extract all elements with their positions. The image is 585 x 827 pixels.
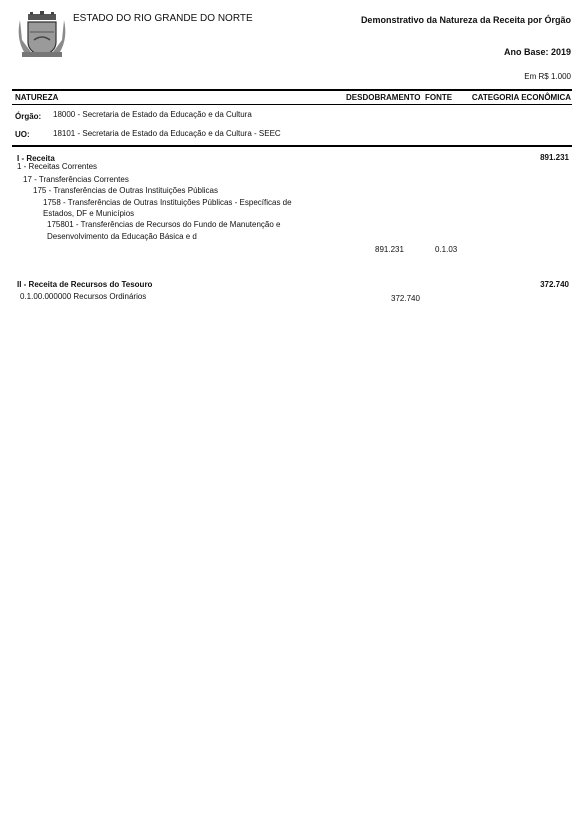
report-title: Demonstrativo da Natureza da Receita por Órgão xyxy=(360,15,571,25)
org-bottom-rule xyxy=(12,145,572,147)
section1-title: I - Receita xyxy=(17,154,55,163)
section2-title: II - Receita de Recursos do Tesouro xyxy=(17,280,153,289)
currency-unit: Em R$ 1.000 xyxy=(524,72,571,81)
col-fonte: FONTE xyxy=(425,93,453,102)
orgao-value: 18000 - Secretaria de Estado da Educação e da Cultura xyxy=(53,110,252,119)
section2-total: 372.740 xyxy=(540,280,569,289)
col-desdobramento: DESDOBRAMENTO xyxy=(346,93,421,102)
uo-label: UO: xyxy=(15,130,30,139)
uo-value: 18101 - Secretaria de Estado da Educação e da Cultura - SEEC xyxy=(53,129,281,138)
header-bottom-rule xyxy=(12,104,572,105)
orgao-label: Órgão: xyxy=(15,112,42,121)
state-coat-of-arms-icon xyxy=(14,10,70,60)
section1-line: Estados, DF e Municípios xyxy=(43,209,135,218)
section1-line: 1758 - Transferências de Outras Instituições Públicas - Específicas de xyxy=(43,198,292,207)
section1-fonte: 0.1.03 xyxy=(435,245,458,254)
section1-total: 891.231 xyxy=(540,153,569,162)
section1-desdobramento: 891.231 xyxy=(375,245,404,254)
col-categoria-economica: CATEGORIA ECONÔMICA xyxy=(471,93,571,102)
section2-line: 0.1.00.000000 Recursos Ordinários xyxy=(20,292,147,301)
base-year: Ano Base: 2019 xyxy=(503,47,571,57)
header-top-rule xyxy=(12,89,572,91)
section1-line: 1 - Receitas Correntes xyxy=(17,162,98,171)
section1-line: Desenvolvimento da Educação Básica e d xyxy=(47,232,197,241)
section1-line: 17 - Transferências Correntes xyxy=(23,175,129,184)
section1-line: 175 - Transferências de Outras Instituições Públicas xyxy=(33,186,218,195)
section1-line: 175801 - Transferências de Recursos do Fundo de Manutenção e xyxy=(47,220,281,229)
state-name: ESTADO DO RIO GRANDE DO NORTE xyxy=(73,13,253,24)
col-natureza: NATUREZA xyxy=(15,93,59,102)
section2-desdobramento: 372.740 xyxy=(391,294,420,303)
